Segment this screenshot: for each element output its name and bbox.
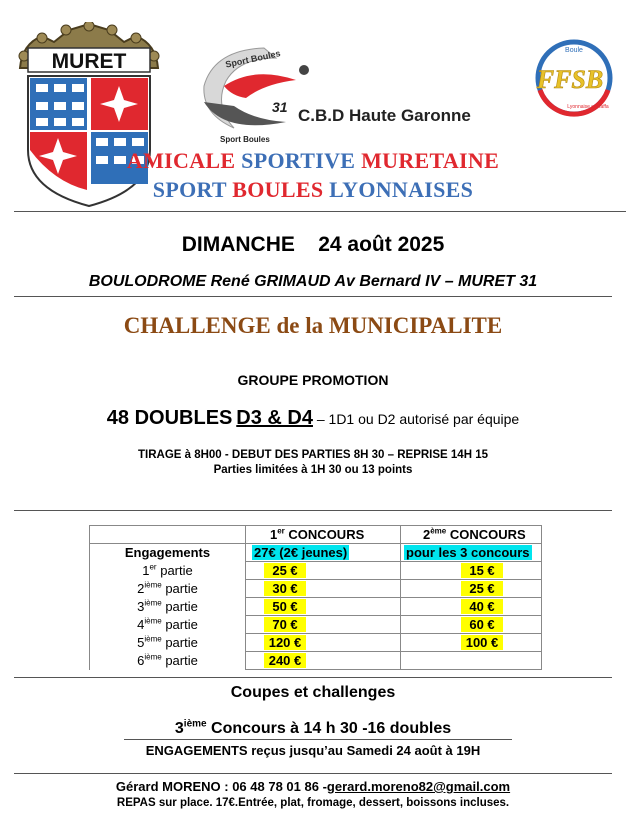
ffsb-text: FFSB xyxy=(536,65,604,94)
divider xyxy=(14,677,612,678)
prize-table xyxy=(89,525,542,670)
title-word: SPORT xyxy=(152,177,227,202)
ffsb-bottom-text: Lyonnaise et Raffa xyxy=(567,104,609,110)
table-row xyxy=(90,580,542,598)
repas-info: REPAS sur place. 17€.Entrée, plat, fromage, dessert, boissons incluses. xyxy=(116,797,510,809)
third-concours: 3ième Concours à 14 h 30 -16 doubles xyxy=(174,718,452,737)
doubles-count: 48 DOUBLES xyxy=(106,407,233,429)
title-word: BOULES xyxy=(232,177,324,202)
cbd-caption: Sport Boules xyxy=(220,135,270,144)
prize-concours-2: 25 € xyxy=(461,581,503,596)
partie-label: 1er partie xyxy=(90,562,246,580)
engagements-row xyxy=(90,544,542,562)
doubles-line xyxy=(0,407,626,430)
partie-label: 5ième partie xyxy=(90,634,246,652)
prize-concours-1: 70 € xyxy=(264,617,306,632)
divider xyxy=(14,510,612,511)
event-day: DIMANCHE xyxy=(181,233,295,256)
crest-text: MURET xyxy=(51,50,127,73)
partie-label: 3ième partie xyxy=(90,598,246,616)
partie-label: 6ième partie xyxy=(90,652,246,670)
col2-header: 2ème CONCOURS xyxy=(401,526,542,544)
engagements-deadline: ENGAGEMENTS reçus jusqu’au Samedi 24 août à 19H xyxy=(145,743,481,758)
event-venue: BOULODROME René GRIMAUD Av Bernard IV – MURET 31 xyxy=(88,273,538,290)
cbd-number: 31 xyxy=(272,99,288,115)
coupes-text: Coupes et challenges xyxy=(230,684,396,701)
engagements-note: pour les 3 concours xyxy=(406,545,530,560)
col1-header: 1er CONCOURS xyxy=(246,526,401,544)
table-row xyxy=(90,562,542,580)
divisions: D3 & D4 xyxy=(236,407,313,429)
prize-concours-2: 15 € xyxy=(461,563,503,578)
engagements-label: Engagements xyxy=(90,544,246,562)
event-date xyxy=(0,233,626,257)
engagements-price: 27€ (2€ jeunes) xyxy=(254,545,348,560)
contact-name: Gérard MORENO : 06 48 78 01 86 xyxy=(115,779,319,794)
prize-concours-1: 240 € xyxy=(264,653,306,668)
prize-concours-2: 40 € xyxy=(461,599,503,614)
ffsb-top-text: Boule xyxy=(565,47,583,54)
cbd-haute-garonne-logo xyxy=(194,36,504,146)
divider xyxy=(14,773,612,774)
divider xyxy=(124,739,512,740)
table-row xyxy=(90,616,542,634)
tirage-info: TIRAGE à 8H00 - DEBUT DES PARTIES 8H 30 – REPRISE 14H 15 xyxy=(137,449,488,461)
table-row xyxy=(90,598,542,616)
club-title-line1 xyxy=(0,148,626,174)
prize-concours-1: 25 € xyxy=(264,563,306,578)
title-word: LYONNAISES xyxy=(329,177,474,202)
club-title-line2 xyxy=(0,177,626,203)
prize-concours-2: 100 € xyxy=(461,635,503,650)
partie-label: 4ième partie xyxy=(90,616,246,634)
prize-rows xyxy=(90,562,542,670)
cbd-name: C.B.D Haute Garonne xyxy=(298,106,471,125)
title-word: AMICALE xyxy=(126,148,236,173)
divisions-note: – 1D1 ou D2 autorisé par équipe xyxy=(312,411,520,427)
prize-concours-2: 60 € xyxy=(461,617,503,632)
contact-line: Gérard MORENO : 06 48 78 01 86 -gerard.moreno82@gmail.com xyxy=(115,779,511,794)
table-row xyxy=(90,652,542,670)
contact-email[interactable]: gerard.moreno82@gmail.com xyxy=(326,779,511,794)
table-row xyxy=(90,634,542,652)
event-date-value: 24 août 2025 xyxy=(318,233,445,256)
table-header-row xyxy=(90,526,542,544)
groupe-label: GROUPE PROMOTION xyxy=(237,372,389,388)
challenge-title: CHALLENGE de la MUNICIPALITE xyxy=(123,313,503,338)
divider xyxy=(14,211,626,212)
ffsb-logo xyxy=(518,36,622,120)
prize-concours-1: 30 € xyxy=(264,581,306,596)
cbd-logo-text: Sport Boules xyxy=(224,48,282,70)
prize-concours-1: 50 € xyxy=(264,599,306,614)
title-word: SPORTIVE xyxy=(241,148,356,173)
partie-label: 2ième partie xyxy=(90,580,246,598)
divider xyxy=(14,296,612,297)
limit-info: Parties limitées à 1H 30 ou 13 points xyxy=(213,464,413,476)
title-word: MURETAINE xyxy=(361,148,500,173)
prize-concours-1: 120 € xyxy=(264,635,306,650)
